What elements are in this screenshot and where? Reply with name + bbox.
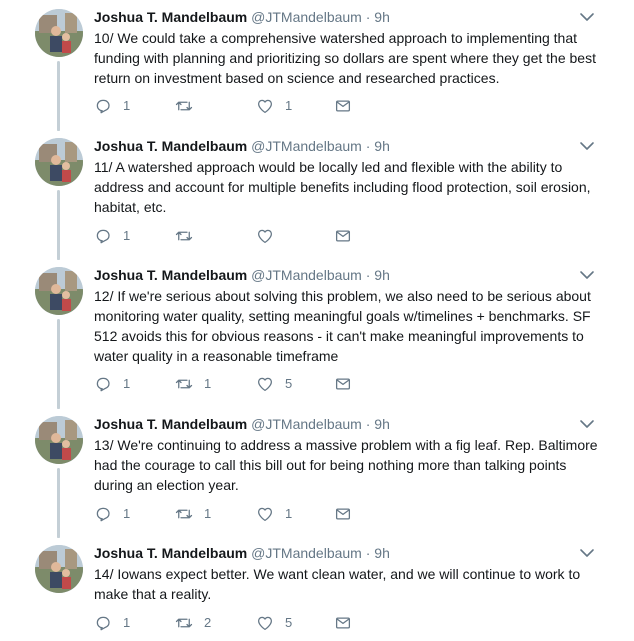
reply-icon (94, 614, 112, 632)
reply-button[interactable] (94, 96, 130, 116)
tweet-header (94, 266, 390, 284)
direct-message-button[interactable] (334, 226, 352, 246)
thread-connector-line (57, 129, 60, 131)
avatar[interactable] (35, 9, 83, 57)
thread-connector-line (57, 407, 60, 409)
like-button[interactable] (256, 613, 292, 633)
tweet[interactable] (0, 129, 634, 258)
tweet-text: 13/ We're continuing to address a massive problem with a fig leaf. Rep. Baltimore had the courage to call this bill out for being nothing more than talking points during an election year. (94, 437, 598, 493)
reply-icon (94, 505, 112, 523)
tweet-timestamp[interactable]: 9h (374, 267, 390, 283)
like-button[interactable] (256, 504, 292, 524)
chevron-down-icon[interactable] (578, 268, 596, 282)
heart-icon (256, 97, 274, 115)
reply-button[interactable] (94, 374, 130, 394)
reply-button[interactable] (94, 226, 130, 246)
reply-count: 1 (123, 228, 131, 243)
separator-dot: · (365, 545, 371, 561)
retweet-count: 2 (204, 615, 212, 630)
tweet-actions (94, 613, 374, 633)
thread-connector-line (57, 190, 60, 260)
retweet-button[interactable] (175, 374, 211, 394)
reply-icon (94, 97, 112, 115)
tweet-header (94, 8, 390, 26)
tweet[interactable] (0, 536, 634, 641)
like-count: 5 (285, 615, 293, 630)
heart-icon (256, 614, 274, 632)
reply-button[interactable] (94, 613, 130, 633)
chevron-down-icon[interactable] (578, 417, 596, 431)
tweet-timestamp[interactable]: 9h (374, 138, 390, 154)
retweet-count: 1 (204, 506, 212, 521)
retweet-button[interactable] (175, 613, 211, 633)
chevron-down-icon[interactable] (578, 10, 596, 24)
reply-count: 1 (123, 376, 131, 391)
author-handle[interactable]: @JTMandelbaum (251, 545, 362, 561)
heart-icon (256, 227, 274, 245)
thread-connector-line (57, 468, 60, 538)
tweet[interactable] (0, 0, 634, 129)
like-button[interactable] (256, 374, 292, 394)
tweet-timestamp[interactable]: 9h (374, 545, 390, 561)
tweet-header (94, 544, 390, 562)
like-button[interactable] (256, 226, 285, 246)
tweet-header (94, 137, 390, 155)
tweet-actions (94, 374, 374, 394)
direct-message-button[interactable] (334, 504, 352, 524)
separator-dot: · (365, 9, 371, 25)
author-handle[interactable]: @JTMandelbaum (251, 416, 362, 432)
chevron-down-icon[interactable] (578, 546, 596, 560)
tweet-timestamp[interactable]: 9h (374, 416, 390, 432)
retweet-button[interactable] (175, 504, 211, 524)
reply-icon (94, 227, 112, 245)
retweet-icon (175, 375, 193, 393)
envelope-icon (334, 227, 352, 245)
tweet-text: 11/ A watershed approach would be locally led and flexible with the ability to address and account for multiple benefits including flood protection, soil erosion, habitat, etc. (94, 159, 591, 215)
like-count: 5 (285, 376, 293, 391)
separator-dot: · (365, 416, 371, 432)
tweet-actions (94, 96, 374, 116)
envelope-icon (334, 505, 352, 523)
avatar[interactable] (35, 267, 83, 315)
author-name[interactable]: Joshua T. Mandelbaum (94, 545, 248, 561)
author-name[interactable]: Joshua T. Mandelbaum (94, 138, 248, 154)
tweet-text: 12/ If we're serious about solving this problem, we also need to be serious about monitoring water quality, setting meaningful goals w/timelines + benchmarks. SF 512 avoids this for obvious reasons - it can't make meaningful improvements to water quality in a reasonable timeframe (94, 288, 591, 364)
tweet-header (94, 415, 390, 433)
thread-connector-line (57, 536, 60, 538)
reply-count: 1 (123, 98, 131, 113)
heart-icon (256, 505, 274, 523)
author-handle[interactable]: @JTMandelbaum (251, 9, 362, 25)
avatar[interactable] (35, 545, 83, 593)
tweet-actions (94, 504, 374, 524)
tweet-text: 14/ Iowans expect better. We want clean water, and we will continue to work to make that a reality. (94, 566, 581, 602)
like-button[interactable] (256, 96, 292, 116)
avatar[interactable] (35, 416, 83, 464)
chevron-down-icon[interactable] (578, 139, 596, 153)
retweet-icon (175, 614, 193, 632)
envelope-icon (334, 375, 352, 393)
author-name[interactable]: Joshua T. Mandelbaum (94, 9, 248, 25)
author-handle[interactable]: @JTMandelbaum (251, 267, 362, 283)
reply-count: 1 (123, 506, 131, 521)
author-handle[interactable]: @JTMandelbaum (251, 138, 362, 154)
like-count: 1 (285, 506, 293, 521)
envelope-icon (334, 614, 352, 632)
reply-icon (94, 375, 112, 393)
thread-connector-line (57, 258, 60, 260)
retweet-icon (175, 505, 193, 523)
retweet-button[interactable] (175, 226, 204, 246)
tweet-text: 10/ We could take a comprehensive watershed approach to implementing that funding with planning and prioritizing so dollars are spent where they get the best return on investment based on science and researched practices. (94, 30, 596, 86)
tweet[interactable] (0, 407, 634, 536)
retweet-button[interactable] (175, 96, 204, 116)
author-name[interactable]: Joshua T. Mandelbaum (94, 416, 248, 432)
thread-connector-line (57, 61, 60, 131)
direct-message-button[interactable] (334, 613, 352, 633)
thread-connector-line (57, 319, 60, 409)
author-name[interactable]: Joshua T. Mandelbaum (94, 267, 248, 283)
like-count: 1 (285, 98, 293, 113)
separator-dot: · (365, 267, 371, 283)
separator-dot: · (365, 138, 371, 154)
reply-button[interactable] (94, 504, 130, 524)
tweet[interactable] (0, 258, 634, 407)
retweet-icon (175, 97, 193, 115)
direct-message-button[interactable] (334, 374, 352, 394)
avatar[interactable] (35, 138, 83, 186)
tweet-timestamp[interactable]: 9h (374, 9, 390, 25)
retweet-count: 1 (204, 376, 212, 391)
reply-count: 1 (123, 615, 131, 630)
envelope-icon (334, 97, 352, 115)
tweet-actions (94, 226, 374, 246)
retweet-icon (175, 227, 193, 245)
direct-message-button[interactable] (334, 96, 352, 116)
heart-icon (256, 375, 274, 393)
